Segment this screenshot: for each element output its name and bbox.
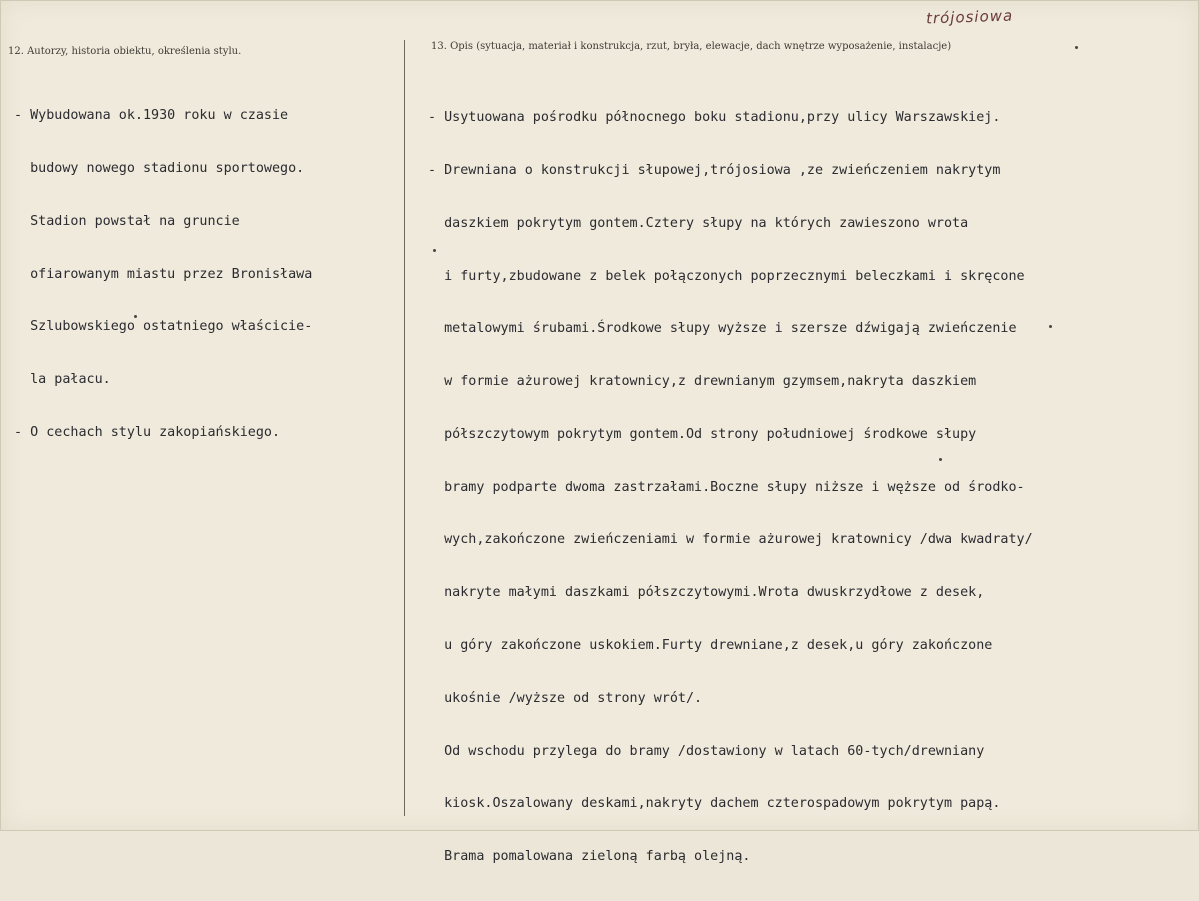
field-13-label: 13. Opis (sytuacja, materiał i konstrukcja, rzut, bryła, elewacje, dach wnętrze wyposażenie, instalacje) xyxy=(431,41,952,52)
text-line: w formie ażurowej kratownicy,z drewnianym gzymsem,nakryta daszkiem xyxy=(428,374,977,390)
text-line: - Usytuowana pośrodku północnego boku stadionu,przy ulicy Warszawskiej. xyxy=(428,110,1001,126)
text-line: ukośnie /wyższe od strony wrót/. xyxy=(428,690,703,706)
text-line: la pałacu. xyxy=(14,372,111,388)
field-12-label: 12. Autorzy, historia obiektu, określenia stylu. xyxy=(8,46,242,57)
field-13-text xyxy=(428,74,1033,901)
text-line: półszczytowym pokrytym gontem.Od strony południowej środkowe słupy xyxy=(428,426,977,442)
handwritten-note: trójosiowa xyxy=(925,6,1014,28)
text-line: - O cechach stylu zakopiańskiego. xyxy=(14,424,281,440)
text-line: i furty,zbudowane z belek połączonych poprzecznymi beleczkami i skręcone xyxy=(428,268,1025,284)
paper-speck xyxy=(1075,46,1078,49)
text-line: kiosk.Oszalowany deskami,nakryty dachem czterospadowym pokrytym papą. xyxy=(428,796,1001,812)
field-12-text xyxy=(14,72,312,477)
text-line: Szlubowskiego ostatniego właściciе- xyxy=(14,319,313,335)
text-line: wych,zakończone zwieńczeniami w formie ażurowej kratownicy /dwa kwadraty/ xyxy=(428,532,1033,548)
text-line: u góry zakończone uskokiem.Furty drewniane,z desek,u góry zakończone xyxy=(428,638,993,653)
text-line: ofiarowanym miastu przez Bronisława xyxy=(14,266,313,282)
text-line: - Wybudowana ok.1930 roku w czasie xyxy=(14,108,289,124)
text-line: - Drewniana o konstrukcji słupowej,trójosiowa ,ze zwieńczeniem nakrytym xyxy=(428,162,1001,178)
text-line: nakryte małymi daszkami półszczytowymi.Wrota dwuskrzydłowe z desek, xyxy=(428,585,985,601)
text-line: Stadion powstał na gruncie xyxy=(14,213,240,229)
text-line: budowy nowego stadionu sportowego. xyxy=(14,160,305,176)
text-line: daszkiem pokrytym gontem.Cztery słupy na których zawieszono wrota xyxy=(428,215,969,231)
text-line: bramy podparte dwoma zastrzałami.Boczne słupy niższe i węższe od środko- xyxy=(428,479,1025,495)
column-divider xyxy=(404,40,405,816)
paper-speck xyxy=(939,458,942,461)
paper-speck xyxy=(134,315,137,318)
paper-speck xyxy=(433,249,436,252)
text-line: Brama pomalowana zieloną farbą olejną. xyxy=(428,849,751,865)
paper-speck xyxy=(1049,325,1052,328)
text-line: metalowymi śrubami.Środkowe słupy wyższe i szersze dźwigają zwieńczenie xyxy=(428,321,1017,337)
text-line: Od wschodu przylega do bramy /dostawiony w latach 60-tych/drewniany xyxy=(428,743,985,759)
